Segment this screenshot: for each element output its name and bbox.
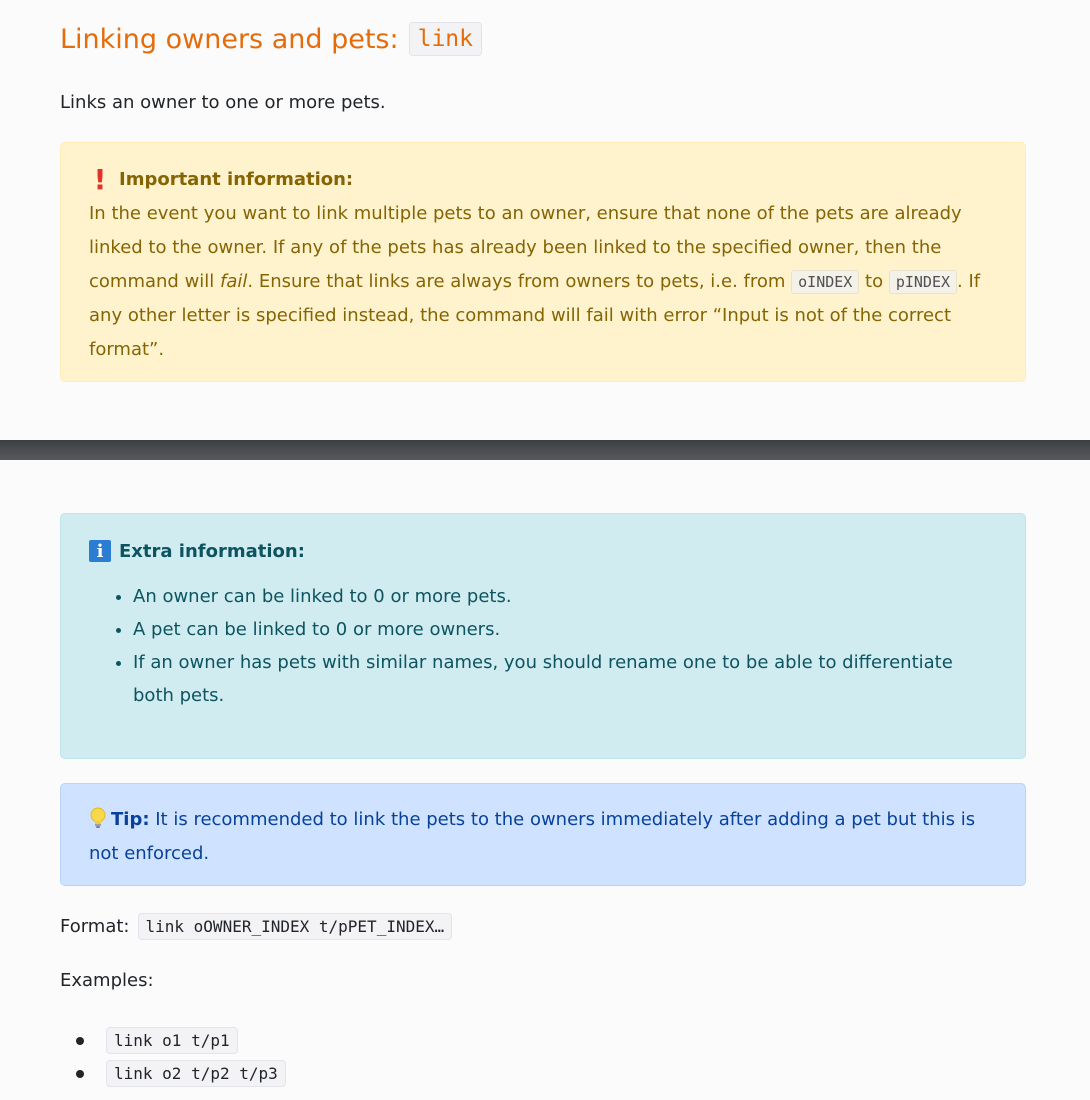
important-info-text-1: In the event you want to link multiple pets to an owner, ensure that none of the pets are already linked to the owner. If any of the pets has already been linked to the specified owner, then the command will (89, 203, 962, 292)
tip-text: It is recommended to link the pets to the owners immediately after adding a pet but this is not enforced. (89, 809, 976, 864)
bullet-icon (76, 1070, 84, 1078)
important-info-text-2: . Ensure that links are always from owners to pets, i.e. from (247, 271, 792, 292)
examples-list (60, 1024, 286, 1090)
important-info-box (60, 142, 1026, 382)
tip-label: Tip: (111, 809, 150, 830)
extra-info-title-row (89, 536, 997, 566)
section-divider (0, 440, 1090, 460)
list-item: • If an owner has pets with similar names, you should rename one to be able to differentiate both pets. (133, 646, 997, 712)
lightbulb-icon (89, 807, 107, 829)
heading-code: link (409, 22, 482, 56)
example-code: link o2 t/p2 t/p3 (106, 1060, 286, 1087)
section-heading (60, 22, 482, 56)
info-icon: i (89, 540, 111, 562)
fail-emphasis: fail (220, 271, 248, 292)
important-info-title-row (93, 165, 997, 195)
pindex-code: pINDEX (889, 270, 957, 294)
examples-label: Examples: (60, 970, 154, 991)
bullet-icon (76, 1037, 84, 1045)
list-item (60, 1057, 286, 1090)
important-info-text-3: to (859, 271, 889, 292)
format-code: link oOWNER_INDEX t/pPET_INDEX… (138, 913, 453, 940)
format-line (60, 913, 452, 940)
important-info-title: Important information: (119, 169, 354, 190)
format-label: Format: (60, 916, 130, 937)
example-code: link o1 t/p1 (106, 1027, 238, 1054)
tip-box (60, 783, 1026, 886)
lead-paragraph: Links an owner to one or more pets. (60, 92, 386, 113)
extra-info-box (60, 513, 1026, 759)
heading-text: Linking owners and pets: (60, 23, 399, 55)
important-info-body (89, 197, 997, 367)
list-item: • A pet can be linked to 0 or more owners. (133, 613, 997, 646)
list-item: • An owner can be linked to 0 or more pets. (133, 580, 997, 613)
important-info-text-4: . If any other letter is specified instead, the command will fail with error “Input is not of the correct format”. (89, 271, 981, 360)
extra-info-list (89, 580, 997, 712)
extra-info-title: Extra information: (119, 540, 305, 562)
list-item (60, 1024, 286, 1057)
oindex-code: oINDEX (791, 270, 859, 294)
exclamation-icon: ! (93, 163, 107, 196)
